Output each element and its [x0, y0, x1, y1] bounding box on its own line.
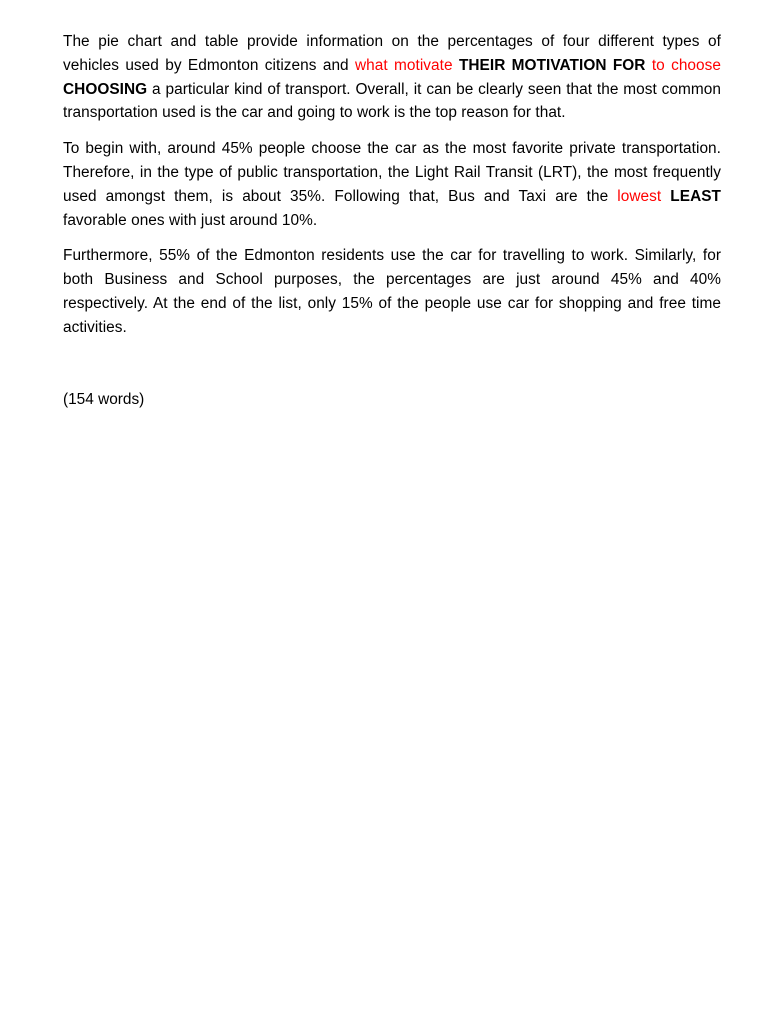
paragraph-introduction: [63, 30, 721, 125]
body-text-part-2: favorable ones with just around 10%.: [63, 211, 318, 229]
spacer: [661, 188, 670, 205]
removed-word: lowest: [617, 187, 662, 205]
removed-phrase: what motivate: [355, 56, 453, 74]
paragraph-vehicle-types: [63, 137, 721, 232]
intro-text-part-2: a particular kind of transport. Overall, it can be clearly seen that the most common transportation used is the car and going to work is the top reason for that.: [63, 80, 721, 122]
inserted-word: LEAST: [670, 187, 721, 205]
word-count: (154 words): [63, 390, 145, 408]
body-text-part-1: To begin with, around 45% people choose the car as the most favorite private transportation. Therefore, in the type of public transportation, the Light Rail Transit (LRT), the most frequently used amongst them, is about 35%. Following that, Bus and Taxi are the: [63, 140, 721, 205]
inserted-phrase: CHOOSING: [63, 80, 148, 98]
paragraph-travel-reasons: Furthermore, 55% of the Edmonton residents use the car for travelling to work. Similarly, for both Business and School purposes, the percentages are just around 45% and 40% respectively. At the end of the list, only 15% of the people use car for shopping and free time activities.: [63, 247, 721, 336]
removed-phrase: to choose: [651, 56, 722, 74]
inserted-phrase: THEIR MOTIVATION FOR: [458, 56, 646, 74]
intro-text-part-1: The pie chart and table provide information on the percentages of four different types of vehicles used by Edmonton citizens and: [63, 33, 721, 74]
